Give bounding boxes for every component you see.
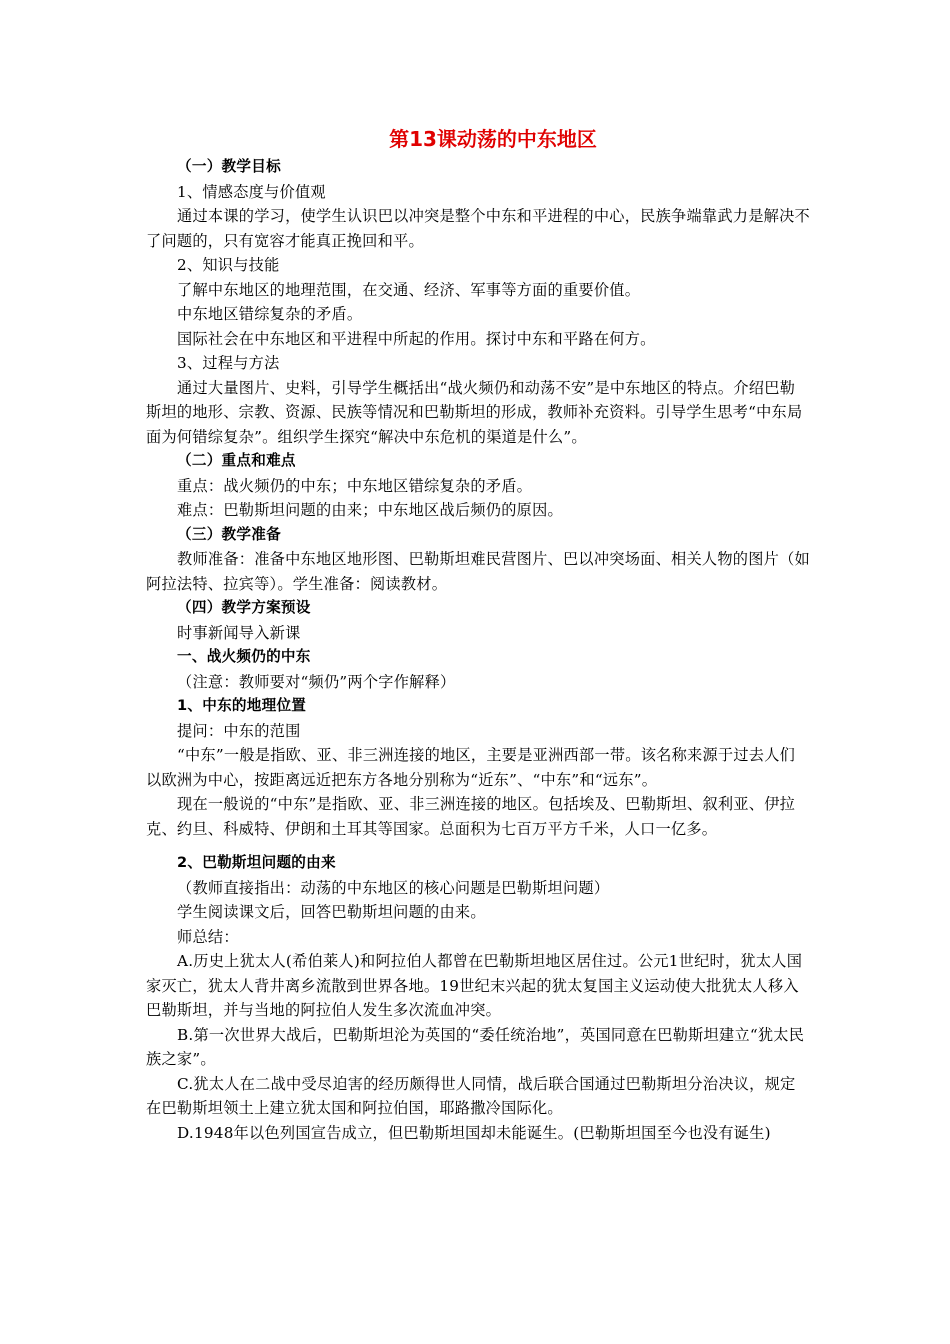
section-heading: 一、战火频仍的中东 — [177, 648, 311, 665]
paragraph: 通过本课的学习，使学生认识巴以冲突是整个中东和平进程的中心，民族争端靠武力是解决不了问题的，只有宽容才能真正挽回和平。 — [146, 207, 810, 250]
section-heading: （四）教学方案预设 — [177, 599, 311, 616]
paragraph: 通过大量图片、史料，引导学生概括出“战火频仍和动荡不安”是中东地区的特点。介绍巴勒斯坦的地形、宗教、资源、民族等情况和巴勒斯坦的形成，教师补充资料。引导学生思考“中东局面为何错综复杂”。组织学生探究“解决中东危机的渠道是什么”。 — [146, 378, 803, 446]
paragraph: （注意：教师要对“频仍”两个字作解释） — [177, 672, 456, 691]
paragraph: 中东地区错综复杂的矛盾。 — [177, 305, 363, 323]
section-heading: 1、中东的地理位置 — [177, 697, 307, 714]
paragraph: （教师直接指出：动荡的中东地区的核心问题是巴勒斯坦问题） — [177, 878, 610, 897]
section-heading: （一）教学目标 — [177, 158, 281, 175]
section-heading: （三）教学准备 — [177, 525, 281, 543]
paragraph: “中东”一般是指欧、亚、非三洲连接的地区，主要是亚洲西部一带。该名称来源于过去人们以欧洲为中心，按距离远近把东方各地分别称为“近东”、“中东”和“远东”。 — [146, 746, 796, 789]
paragraph: D.1948年以色列国宣告成立，但巴勒斯坦国却未能诞生。(巴勒斯坦国至今也没有诞生) — [177, 1123, 771, 1142]
document-body — [146, 155, 810, 1145]
paragraph: 了解中东地区的地理范围，在交通、经济、军事等方面的重要价值。 — [177, 280, 641, 299]
paragraph: 难点：巴勒斯坦问题的由来；中东地区战后频仍的原因。 — [177, 501, 563, 519]
paragraph: A.历史上犹太人(希伯莱人)和阿拉伯人都曾在巴勒斯坦地区居住过。公元1世纪时，犹太人国家灭亡，犹太人背井离乡流散到世界各地。19世纪末兴起的犹太复国主义运动使大批犹太人移入巴勒斯坦，并与当地的阿拉伯人发生多次流血冲突。 — [146, 952, 803, 1019]
paragraph: 3、过程与方法 — [177, 354, 280, 372]
paragraph: 学生阅读课文后，回答巴勒斯坦问题的由来。 — [177, 903, 486, 921]
paragraph: 国际社会在中东地区和平进程中所起的作用。探讨中东和平路在何方。 — [177, 329, 656, 348]
paragraph: C.犹太人在二战中受尽迫害的经历颇得世人同情，战后联合国通过巴勒斯坦分治决议，规定在巴勒斯坦领土上建立犹太国和阿拉伯国，耶路撒冷国际化。 — [146, 1074, 796, 1117]
section-heading: 2、巴勒斯坦问题的由来 — [177, 854, 336, 871]
paragraph: 1、情感态度与价值观 — [177, 182, 326, 201]
section-heading: （二）重点和难点 — [177, 452, 296, 469]
paragraph: 重点：战火频仍的中东；中东地区错综复杂的矛盾。 — [177, 476, 533, 495]
document-page — [146, 124, 810, 1145]
paragraph: 师总结： — [177, 927, 239, 946]
document-title: 第13课动荡的中东地区 — [389, 127, 597, 151]
paragraph: 提问：中东的范围 — [177, 721, 301, 740]
paragraph: B.第一次世界大战后，巴勒斯坦沦为英国的“委任统治地”，英国同意在巴勒斯坦建立“犹太民族之家”。 — [146, 1025, 805, 1068]
paragraph: 教师准备：准备中东地区地形图、巴勒斯坦难民营图片、巴以冲突场面、相关人物的图片（如阿拉法特、拉宾等）。学生准备：阅读教材。 — [146, 550, 810, 593]
paragraph: 2、知识与技能 — [177, 256, 280, 274]
paragraph: 现在一般说的“中东”是指欧、亚、非三洲连接的地区。包括埃及、巴勒斯坦、叙利亚、伊拉克、约旦、科威特、伊朗和土耳其等国家。总面积为七百万平方千米，人口一亿多。 — [146, 795, 796, 838]
paragraph: 时事新闻导入新课 — [177, 623, 301, 642]
